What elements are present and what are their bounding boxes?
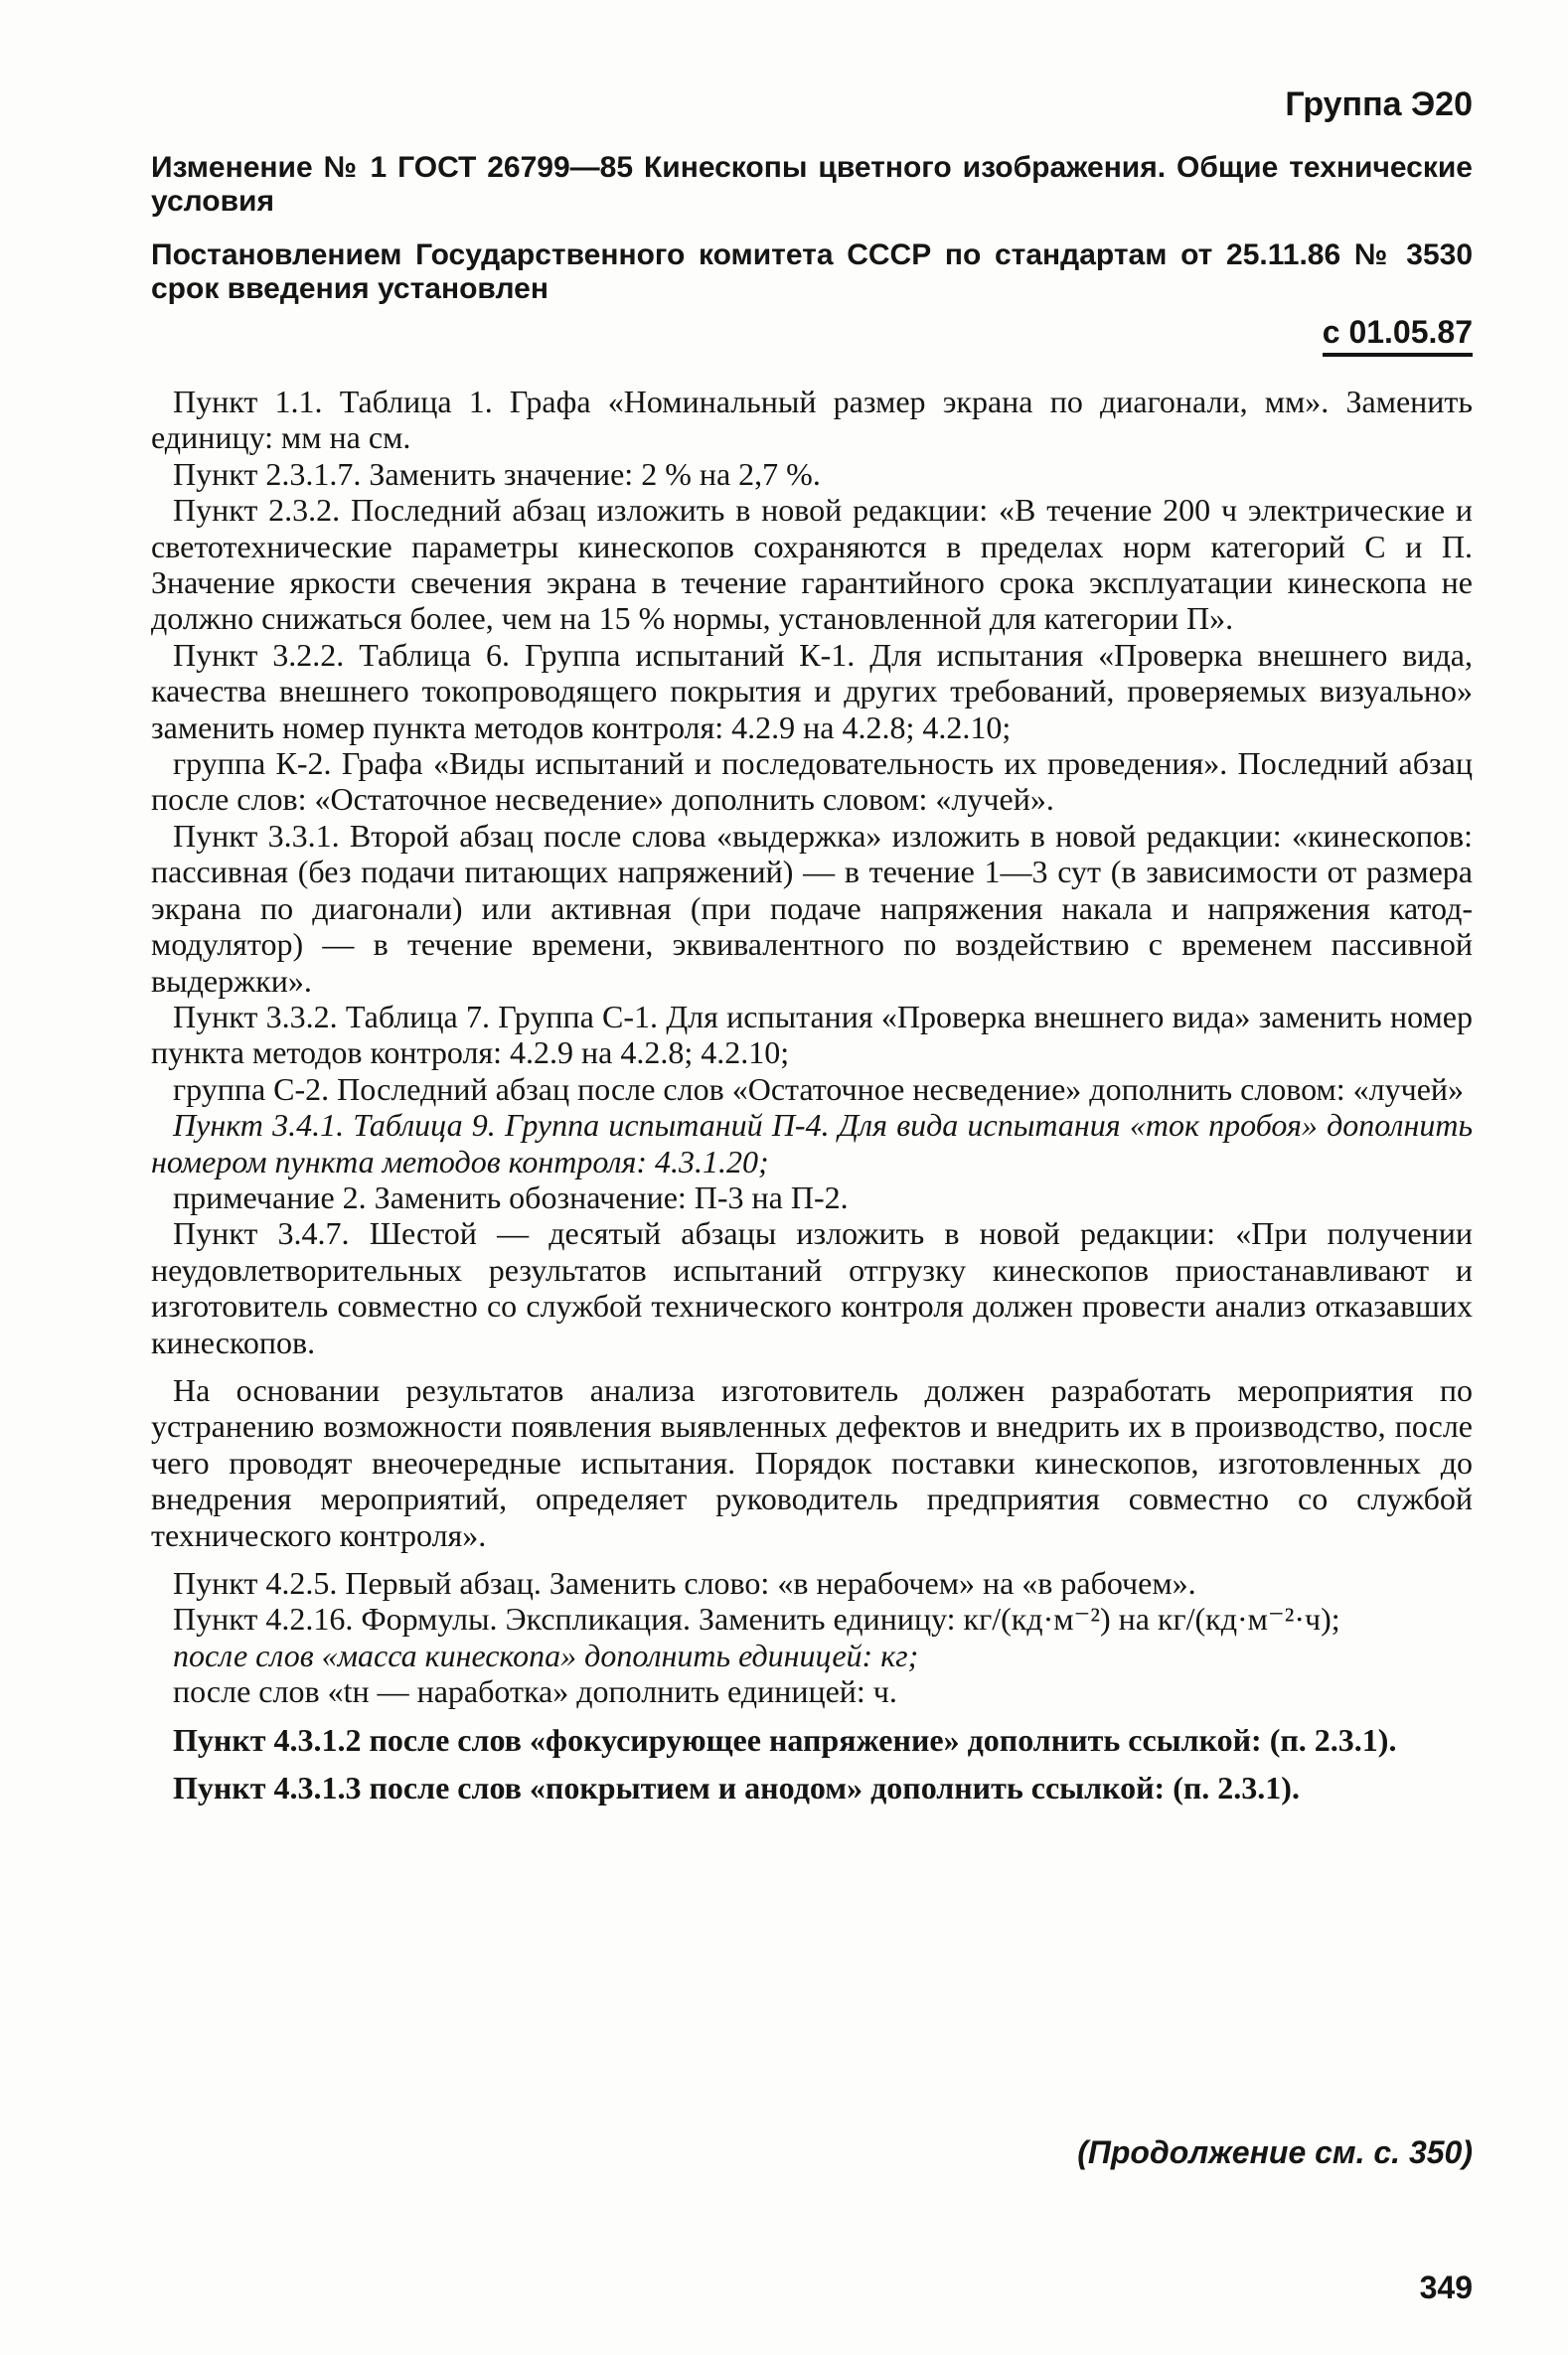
paragraph: Пункт 2.3.1.7. Заменить значение: 2 % на 2,7 %.: [173, 455, 821, 492]
paragraph: На основании результатов анализа изготовитель должен разработать мероприятия по устранению возможности появления выявленных дефектов и внедрить их в производство, после чего проводят внеочередные испытания. Порядок поставки кинескопов, изготовленных до внедрения мероприятий, определяет руководитель предприятия совместно со службой технического контроля».: [151, 1371, 1473, 1553]
paragraph: Пункт 4.3.1.2 после слов «фокусирующее напряжение» дополнить ссылкой: (п. 2.3.1).: [173, 1721, 1397, 1758]
paragraph: после слов «масса кинескопа» дополнить единицей: кг;: [173, 1637, 919, 1673]
paragraph: Пункт 2.3.2. Последний абзац изложить в новой редакции: «В течение 200 ч электрические и светотехнические параметры кинескопов сохраняются в пределах норм категорий С и П. Значение яркости свечения экрана в течение гарантийного срока эксплуатации кинескопа не должно снижаться более, чем на 15 % нормы, установленной для категории П».: [151, 492, 1473, 637]
paragraph: группа К-2. Графа «Виды испытаний и последовательность их проведения». Последний абзац после слов: «Остаточное несведение» дополнить словом: «лучей».: [151, 745, 1473, 818]
paragraph: Пункт 4.2.5. Первый абзац. Заменить слово: «в нерабочем» на «в рабочем».: [173, 1565, 1196, 1601]
group-label: Группа Э20: [1285, 85, 1473, 123]
page-number: 349: [1419, 2270, 1473, 2305]
paragraph: группа С-2. Последний абзац после слов «Остаточное несведение» дополнить словом: «лучей»: [173, 1070, 1465, 1107]
paragraph: после слов «tн — наработка» дополнить единицей: ч.: [173, 1673, 897, 1710]
paragraph: Пункт 3.3.2. Таблица 7. Группа С-1. Для испытания «Проверка внешнего вида» заменить номер пункта методов контроля: 4.2.9 на 4.2.8; 4.2.10;: [151, 998, 1473, 1071]
paragraph: Пункт 1.1. Таблица 1. Графа «Номинальный размер экрана по диагонали, мм». Заменить единицу: мм на см.: [151, 384, 1473, 456]
paragraph: Пункт 3.4.1. Таблица 9. Группа испытаний П-4. Для вида испытания «ток пробоя» дополнить номером пункта методов контроля: 4.3.1.20;: [151, 1107, 1473, 1179]
paragraph: Пункт 3.3.1. Второй абзац после слова «выдержка» изложить в новой редакции: «кинескопов: пассивная (без подачи питающих напряжений) — в течение 1—3 сут (в зависимости от размера экрана по диагонали) или активная (при подаче напряжения накала и напряжения катод-модулятор) — в течение времени, эквивалентного по воздействию с временем пассивной выдержки».: [151, 817, 1473, 999]
resolution-text: Постановлением Государственного комитета СССР по стандартам от 25.11.86 № 3530 срок введения установлен: [151, 238, 1473, 305]
paragraph: Пункт 3.4.7. Шестой — десятый абзацы изложить в новой редакции: «При получении неудовлетворительных результатов испытаний отгрузку кинескопов приостанавливают и изготовитель совместно со службой технического контроля должен провести анализ отказавших кинескопов.: [151, 1215, 1473, 1360]
amendment-title: Изменение № 1 ГОСТ 26799—85 Кинескопы цветного изображения. Общие технические условия: [151, 151, 1473, 218]
paragraph: Пункт 4.2.16. Формулы. Экспликация. Заменить единицу: кг/(кд·м⁻²) на кг/(кд·м⁻²·ч);: [173, 1601, 1340, 1638]
paragraph: Пункт 4.3.1.3 после слов «покрытием и анодом» дополнить ссылкой: (п. 2.3.1).: [173, 1770, 1300, 1806]
paragraph: Пункт 3.2.2. Таблица 6. Группа испытаний К-1. Для испытания «Проверка внешнего вида, качества внешнего токопроводящего покрытия и других требований, проверяемых визуально» заменить номер пункта методов контроля: 4.2.9 на 4.2.8; 4.2.10;: [151, 636, 1473, 745]
amendment-body: [151, 384, 1473, 1806]
effective-date: с 01.05.87: [1323, 314, 1473, 357]
paragraph: примечание 2. Заменить обозначение: П-3 на П-2.: [173, 1178, 849, 1215]
continuation-note: (Продолжение см. с. 350): [1077, 2134, 1473, 2170]
